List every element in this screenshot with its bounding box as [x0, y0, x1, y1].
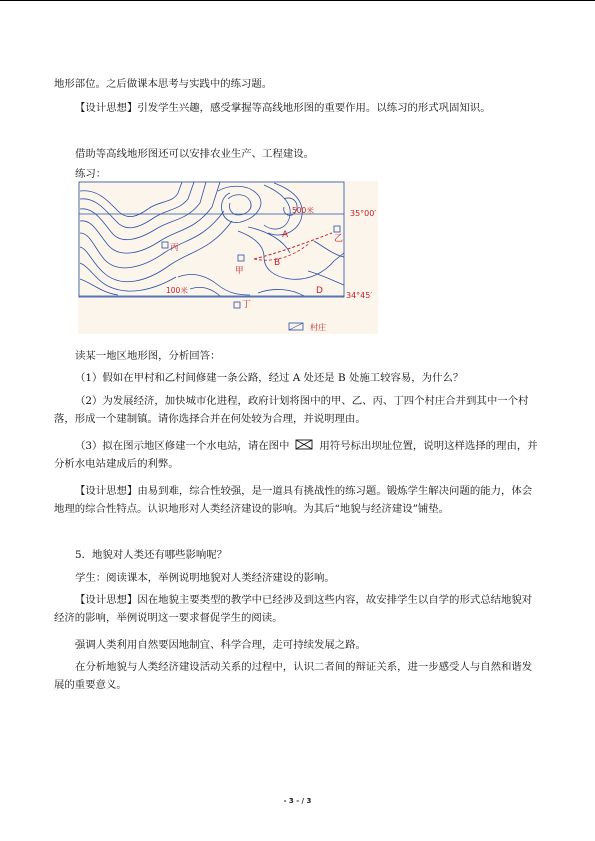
question-1: （1）假如在甲村和乙村间修建一条公路，经过 A 处还是 B 处施工较容易，为什么？ [75, 372, 464, 384]
design-thought-paragraph: 【设计思想】由易到难，综合性较强，是一道具有挑战性的练习题。锻炼学生解决问题的能力，体会地理的综合性特点。认识地形对人类经济建设的影响。为其后“地貌与经济建设”铺垫。 [54, 485, 533, 515]
section-heading: 5．地貌对人类还有哪些影响呢？ [75, 549, 228, 561]
point-d-label: D [316, 286, 323, 296]
question-2: （2）为发展经济，加快城市化进程，政府计划将图中的甲、乙、丙、丁四个村庄合并到其中一个村落，形成一个建制镇。请你选择合并在何处较为合理，并说明理由。 [54, 395, 529, 425]
contour-map [78, 181, 378, 334]
legend-village-label: 村庄 [310, 323, 326, 332]
student-activity: 学生：阅读课本，举例说明地貌对人类经济建设的影响。 [75, 572, 335, 584]
exercise-heading: 练习： [75, 168, 107, 180]
paragraph: 地形部位。之后做课本思考与实践中的练习题。 [54, 78, 273, 90]
dam-symbol-icon [295, 439, 313, 450]
contour-label-500: 500米 [292, 206, 314, 215]
design-thought-paragraph: 【设计思想】因在地貌主要类型的教学中已经涉及到这些内容，故安排学生以自学的形式总结地貌对经济的影响，举例说明这一要求督促学生的阅读。 [54, 594, 533, 624]
point-b-label: B [274, 258, 281, 268]
paragraph: 强调人类利用自然要因地制宜、科学合理，走可持续发展之路。 [75, 639, 366, 651]
point-a-label: A [282, 230, 289, 240]
question-3-part-a: （3）拟在图示地区修建一个水电站，请在图中 [75, 440, 290, 452]
village-bing-label: 丙 [170, 243, 179, 253]
map-frame [79, 182, 344, 297]
question-3 [54, 437, 542, 473]
village-jia-label: 甲 [235, 266, 244, 276]
page-number: - 3 - / 3 [283, 797, 312, 805]
design-thought-paragraph: 【设计思想】引发学生兴趣，感受掌握等高线地形图的重要作用。以练习的形式巩固知识。 [75, 102, 491, 114]
question-intro: 读某一地区地形图，分析回答： [75, 350, 221, 362]
latitude-bottom: 34°45′ [346, 291, 373, 300]
top-rule [0, 0, 595, 1]
paragraph: 借助等高线地形图还可以安排农业生产、工程建设。 [75, 148, 314, 160]
paragraph: 在分析地貌与人类经济建设活动关系的过程中，认识二者间的辩证关系，进一步感受人与自然和谐发展的重要意义。 [54, 661, 533, 691]
latitude-top: 35°00′ [350, 209, 377, 218]
village-yi-label: 乙 [334, 234, 344, 244]
village-ding-label: 丁 [242, 300, 252, 310]
contour-label-100: 100米 [166, 286, 188, 295]
question-3-part-b: 用符号标出坝址位置，说明这样选择的理由，并分析水电站建成后的利弊。 [54, 440, 538, 470]
